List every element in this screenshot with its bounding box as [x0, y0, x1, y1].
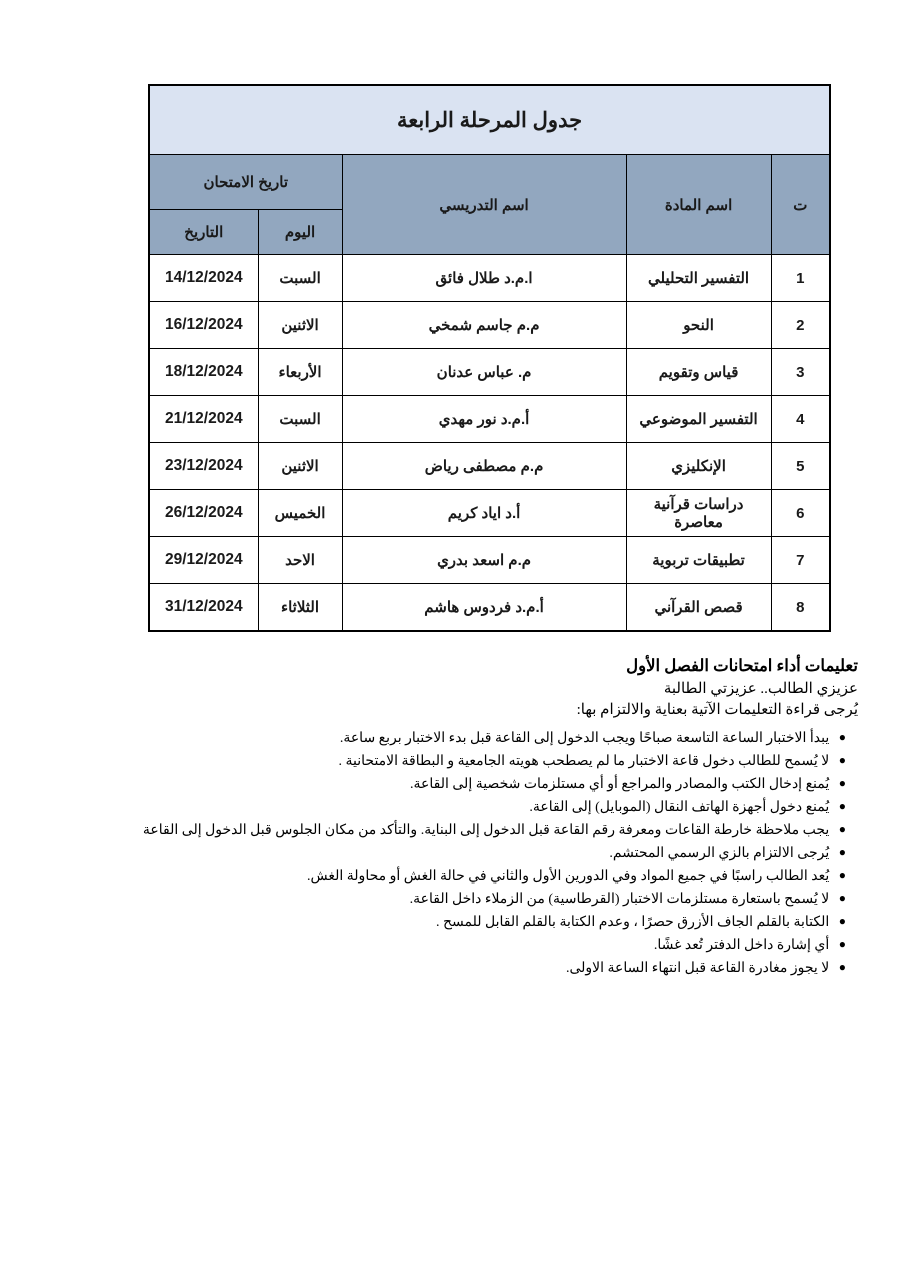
- header-subject: اسم المادة: [626, 155, 771, 255]
- bullet-icon: ●: [838, 960, 846, 974]
- instruction-text: أي إشارة داخل الدفتر تُعد غشًا.: [653, 938, 830, 953]
- table-title: جدول المرحلة الرابعة: [149, 85, 830, 155]
- table-row: [149, 443, 830, 490]
- cell-date: 16/12/2024: [149, 302, 258, 349]
- cell-day: السبت: [258, 255, 342, 302]
- bullet-icon: ●: [838, 753, 846, 767]
- instructions-greeting: عزيزي الطالب.. عزيزتي الطالبة: [663, 681, 858, 697]
- table-row: [149, 584, 830, 632]
- cell-instructor: م. عباس عدنان: [342, 349, 626, 396]
- cell-day: الاحد: [258, 537, 342, 584]
- cell-subject: التفسير التحليلي: [626, 255, 771, 302]
- instructions-heading: تعليمات أداء امتحانات الفصل الأول: [626, 656, 858, 675]
- table-title-row: [149, 85, 830, 155]
- instruction-item: [148, 934, 846, 957]
- header-instructor: اسم التدريسي: [342, 155, 626, 255]
- instruction-text: يُعد الطالب راسبًا في جميع المواد وفي الدورين الأول والثاني في حالة الغش أو محاولة الغش.: [307, 869, 830, 884]
- cell-day: الثلاثاء: [258, 584, 342, 632]
- instructions-list: [142, 727, 858, 980]
- instruction-item: [148, 842, 846, 865]
- instruction-item: [148, 957, 846, 980]
- bullet-icon: ●: [838, 937, 846, 951]
- cell-subject: الإنكليزي: [626, 443, 771, 490]
- cell-number: 8: [771, 584, 830, 632]
- header-exam-date: تاريخ الامتحان: [149, 155, 342, 210]
- instruction-item: [148, 773, 846, 796]
- cell-number: 1: [771, 255, 830, 302]
- cell-instructor: م.م جاسم شمخي: [342, 302, 626, 349]
- cell-subject: النحو: [626, 302, 771, 349]
- table-row: [149, 302, 830, 349]
- cell-number: 2: [771, 302, 830, 349]
- bullet-icon: ●: [838, 868, 846, 882]
- cell-day: الاثنين: [258, 443, 342, 490]
- cell-subject: قياس وتقويم: [626, 349, 771, 396]
- header-number: ت: [771, 155, 830, 255]
- instruction-text: يُمنع إدخال الكتب والمصادر والمراجع أو أي مستلزمات شخصية إلى القاعة.: [410, 777, 830, 792]
- cell-date: 29/12/2024: [149, 537, 258, 584]
- header-row-top: [149, 155, 830, 210]
- cell-subject: تطبيقات تربوية: [626, 537, 771, 584]
- instruction-text: يبدأ الاختبار الساعة التاسعة صباحًا ويجب الدخول إلى القاعة قبل بدء الاختبار بربع ساعة.: [339, 731, 830, 746]
- instruction-text: يُرجى الالتزام بالزي الرسمي المحتشم.: [609, 846, 830, 861]
- instruction-item: [148, 911, 846, 934]
- cell-subject: التفسير الموضوعي: [626, 396, 771, 443]
- cell-instructor: م.م مصطفى رياض: [342, 443, 626, 490]
- exam-schedule-section: [148, 84, 829, 632]
- cell-subject: دراسات قرآنية معاصرة: [626, 490, 771, 537]
- bullet-icon: ●: [838, 845, 846, 859]
- instruction-item: [148, 888, 846, 911]
- bullet-icon: ●: [838, 776, 846, 790]
- bullet-icon: ●: [838, 914, 846, 928]
- instruction-text: لا يُسمح باستعارة مستلزمات الاختبار (القرطاسية) من الزملاء داخل القاعة.: [409, 892, 830, 907]
- cell-day: السبت: [258, 396, 342, 443]
- instruction-text: الكتابة بالقلم الجاف الأزرق حصرًا ، وعدم الكتابة بالقلم القابل للمسح .: [435, 915, 830, 930]
- cell-date: 23/12/2024: [149, 443, 258, 490]
- instruction-item: [148, 865, 846, 888]
- instructions-section: [142, 655, 858, 980]
- cell-number: 4: [771, 396, 830, 443]
- bullet-icon: ●: [838, 891, 846, 905]
- table-row: [149, 490, 830, 537]
- cell-subject: قصص القرآني: [626, 584, 771, 632]
- bullet-icon: ●: [838, 822, 846, 836]
- header-day: اليوم: [258, 210, 342, 255]
- cell-instructor: م.م اسعد بدري: [342, 537, 626, 584]
- cell-instructor: أ.م.د نور مهدي: [342, 396, 626, 443]
- bullet-icon: ●: [838, 799, 846, 813]
- table-row: [149, 349, 830, 396]
- instruction-text: يجب ملاحظة خارطة القاعات ومعرفة رقم القاعة قبل الدخول إلى البناية. والتأكد من مكان الجلوس قبل الدخول إلى القاعة: [142, 823, 830, 838]
- cell-date: 14/12/2024: [149, 255, 258, 302]
- cell-date: 21/12/2024: [149, 396, 258, 443]
- table-row: [149, 537, 830, 584]
- instruction-text: يُمنع دخول أجهزة الهاتف النقال (الموبايل) إلى القاعة.: [529, 800, 830, 815]
- bullet-icon: ●: [838, 730, 846, 744]
- table-row: [149, 396, 830, 443]
- exam-schedule-table: [148, 84, 831, 632]
- cell-day: الاثنين: [258, 302, 342, 349]
- cell-number: 7: [771, 537, 830, 584]
- cell-date: 18/12/2024: [149, 349, 258, 396]
- instruction-text: لا يجوز مغادرة القاعة قبل انتهاء الساعة الاولى.: [565, 961, 830, 976]
- instructions-intro: يُرجى قراءة التعليمات الآتية بعناية والالتزام بها:: [576, 702, 858, 718]
- cell-day: الخميس: [258, 490, 342, 537]
- cell-number: 6: [771, 490, 830, 537]
- instruction-item: [148, 796, 846, 819]
- cell-day: الأربعاء: [258, 349, 342, 396]
- table-row: [149, 255, 830, 302]
- instruction-item: [148, 727, 846, 750]
- header-date: التاريخ: [149, 210, 258, 255]
- cell-date: 26/12/2024: [149, 490, 258, 537]
- cell-date: 31/12/2024: [149, 584, 258, 632]
- cell-number: 3: [771, 349, 830, 396]
- instruction-item: [148, 750, 846, 773]
- cell-instructor: أ.م.د فردوس هاشم: [342, 584, 626, 632]
- cell-number: 5: [771, 443, 830, 490]
- instruction-item: [142, 819, 846, 842]
- cell-instructor: ا.م.د طلال فائق: [342, 255, 626, 302]
- cell-instructor: أ.د اياد كريم: [342, 490, 626, 537]
- instruction-text: لا يُسمح للطالب دخول قاعة الاختبار ما لم يصطحب هويته الجامعية و البطاقة الامتحانية .: [338, 754, 830, 769]
